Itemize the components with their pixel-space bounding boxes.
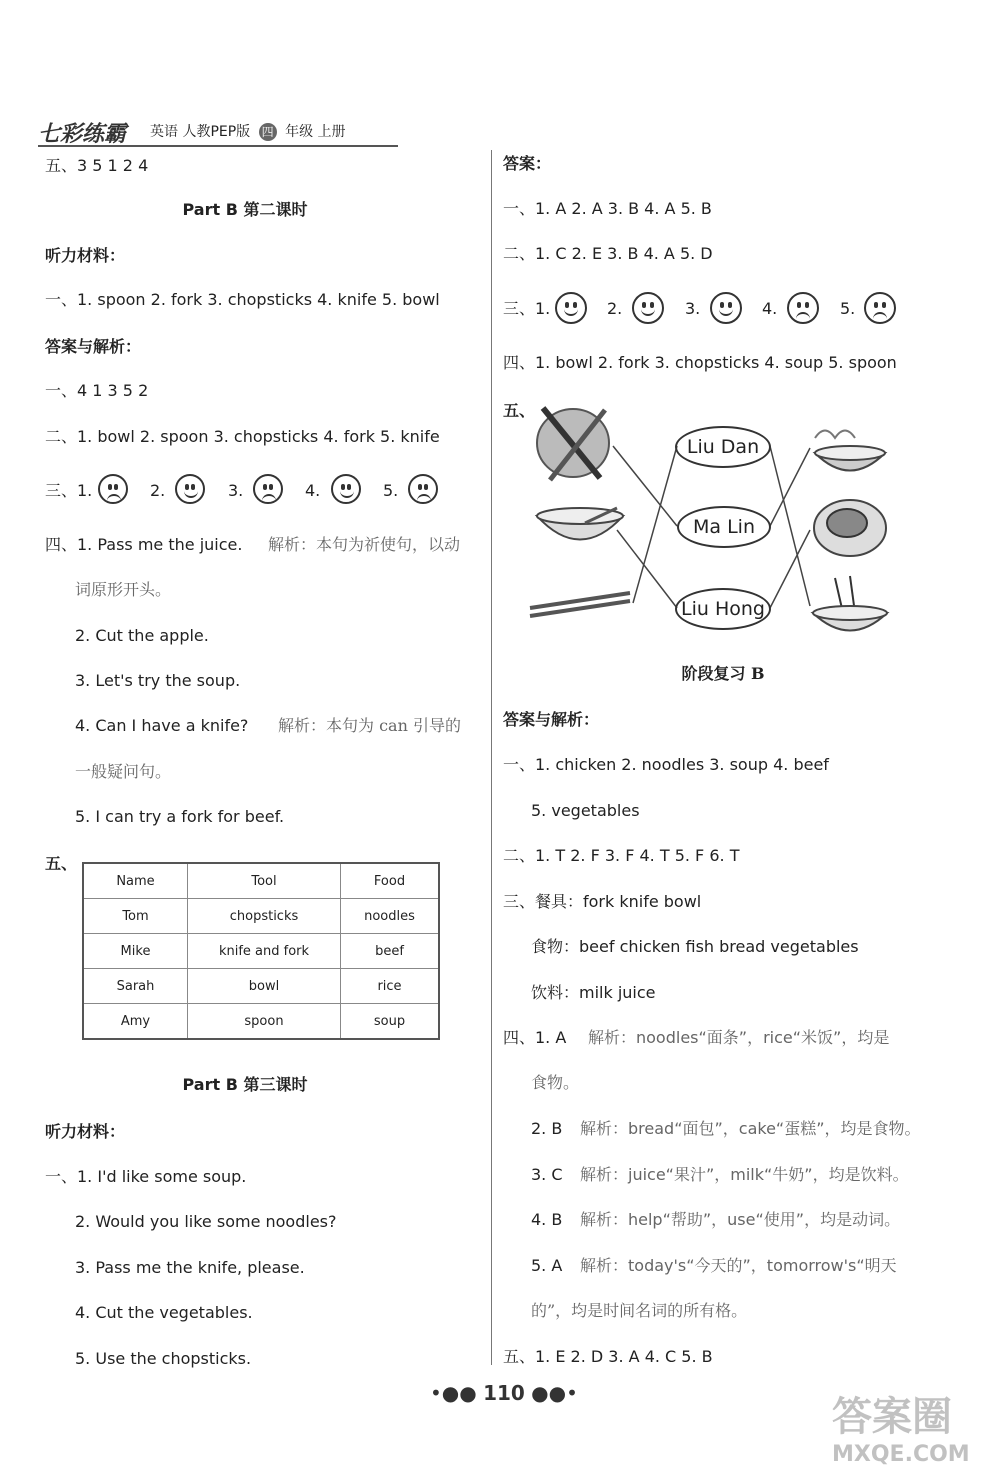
explanation: 词原形开头。: [75, 580, 172, 599]
answer-line: 四、1. bowl 2. fork 3. chopsticks 4. soup 5. spoon: [503, 353, 897, 372]
page-header: [38, 117, 398, 147]
brand-logo: 七彩练霸: [38, 121, 127, 147]
table-cell: Name: [83, 863, 188, 899]
explanation: 解析：juice“果汁”，milk“牛奶”，均是饮料。: [580, 1165, 909, 1184]
table-cell: chopsticks: [188, 899, 341, 934]
explanation: 解析：help“帮助”，use“使用”，均是动词。: [580, 1210, 901, 1229]
sad-face-icon: [98, 474, 128, 504]
explanation: 食物。: [531, 1073, 580, 1092]
answer-line: 4. B: [531, 1210, 563, 1229]
table-row: [83, 1004, 439, 1040]
happy-face-icon: [175, 474, 205, 504]
answer-label: 答案与解析：: [45, 337, 142, 356]
listening-label: 听力材料：: [45, 1122, 126, 1141]
table-cell: Tom: [83, 899, 188, 934]
knife-fork-plate-icon: [537, 408, 609, 480]
explanation: 解析：noodles“面条”，rice“米饭”，均是: [588, 1028, 890, 1047]
table-row: [83, 969, 439, 1004]
answer-line: 一、1. I'd like some soup.: [45, 1167, 247, 1186]
answer-line: 5. I can try a fork for beef.: [75, 807, 285, 826]
answer-line: 二、1. bowl 2. spoon 3. chopsticks 4. fork 5. knife: [45, 427, 440, 446]
explanation: 解析：today's“今天的”，tomorrow's“明天: [580, 1256, 897, 1275]
table-row: [83, 863, 439, 899]
table-cell: beef: [341, 934, 440, 969]
table-cell: Mike: [83, 934, 188, 969]
item-number: 5.: [840, 299, 856, 318]
grade-badge: 四: [259, 123, 277, 141]
answer-line: 3. Pass me the knife, please.: [75, 1258, 305, 1277]
answer-line: 3. C: [531, 1165, 563, 1184]
happy-face-icon: [555, 292, 587, 324]
item-number: 2.: [150, 481, 166, 500]
explanation: 解析：bread“面包”，cake“蛋糕”，均是食物。: [580, 1119, 921, 1138]
book-info: [150, 121, 346, 141]
soup-bowl-icon: [815, 431, 885, 471]
grade-label: 年级 上册: [285, 124, 346, 140]
answer-line: 五、1. E 2. D 3. A 4. C 5. B: [503, 1347, 713, 1366]
table-cell: spoon: [188, 1004, 341, 1040]
sad-face-icon: [864, 292, 896, 324]
section-title: Part B 第二课时: [182, 200, 308, 219]
meat-dish-icon: [814, 500, 886, 556]
subject-label: 英语 人教PEP版: [150, 124, 251, 140]
answer-line: 4. Can I have a knife?: [75, 716, 249, 735]
chopsticks-icon: [530, 593, 630, 616]
answer-label: 答案与解析：: [503, 710, 600, 729]
answer-line: 四、1. Pass me the juice.: [45, 535, 243, 554]
answer-line: 2. Cut the apple.: [75, 626, 209, 645]
answer-line: 五、: [45, 854, 78, 873]
table-cell: Food: [341, 863, 440, 899]
explanation: 一般疑问句。: [75, 762, 172, 781]
answer-line: 食物：beef chicken fish bread vegetables: [531, 937, 859, 956]
happy-face-icon: [710, 292, 742, 324]
section-title: 阶段复习 B: [681, 664, 765, 683]
answer-line: 5. vegetables: [531, 801, 640, 820]
watermark-text: 答案圈: [832, 1393, 952, 1440]
item-number: 4.: [762, 299, 778, 318]
table-cell: Tool: [188, 863, 341, 899]
answer-label: 答案：: [503, 154, 552, 173]
answer-line: 一、1. chicken 2. noodles 3. soup 4. beef: [503, 755, 829, 774]
answer-line: 5. Use the chopsticks.: [75, 1349, 252, 1368]
answer-line: 二、1. T 2. F 3. F 4. T 5. F 6. T: [503, 846, 740, 865]
table-row: [83, 899, 439, 934]
tool-food-table: [82, 862, 440, 1040]
answer-line: 三、餐具：fork knife bowl: [503, 892, 702, 911]
table-cell: knife and fork: [188, 934, 341, 969]
table-cell: rice: [341, 969, 440, 1004]
table-cell: soup: [341, 1004, 440, 1040]
explanation: 解析：本句为祈使句，以动: [268, 535, 461, 554]
noodle-bowl-icon: [813, 576, 887, 631]
explanation: 解析：本句为 can 引导的: [278, 716, 461, 735]
answer-line: 2. B: [531, 1119, 563, 1138]
answer-line: 四、1. A: [503, 1028, 567, 1047]
page-footer: [430, 1381, 578, 1405]
answer-line: 4. Cut the vegetables.: [75, 1303, 253, 1322]
table-row: [83, 934, 439, 969]
answer-line: 五、: [503, 401, 536, 420]
answer-line: 一、1. spoon 2. fork 3. chopsticks 4. knife 5. bowl: [45, 290, 440, 309]
sad-face-icon: [408, 474, 438, 504]
happy-face-icon: [331, 474, 361, 504]
answer-line: 5. A: [531, 1256, 563, 1275]
column-divider: [491, 150, 492, 1365]
answer-line: 3. Let's try the soup.: [75, 671, 241, 690]
site-watermark: [832, 1385, 997, 1467]
explanation: 的”，均是时间名词的所有格。: [531, 1301, 748, 1320]
answer-line: 2. Would you like some noodles?: [75, 1212, 337, 1231]
sad-face-icon: [253, 474, 283, 504]
answer-line: 五、3 5 1 2 4: [45, 156, 149, 175]
table-cell: Amy: [83, 1004, 188, 1040]
table-cell: bowl: [188, 969, 341, 1004]
bowl-spoon-icon: [537, 508, 623, 540]
table-cell: noodles: [341, 899, 440, 934]
answer-line: 二、1. C 2. E 3. B 4. A 5. D: [503, 244, 713, 263]
dots-left-icon: •●●: [430, 1381, 477, 1405]
watermark-url: MXQE.COM: [832, 1442, 970, 1467]
answer-line: 一、1. A 2. A 3. B 4. A 5. B: [503, 199, 712, 218]
name-oval: Ma Lin: [677, 506, 771, 548]
item-number: 3.: [228, 481, 244, 500]
answer-line: 饮料：milk juice: [531, 983, 656, 1002]
sad-face-icon: [787, 292, 819, 324]
answer-line: 三、1.: [503, 299, 551, 318]
happy-face-icon: [632, 292, 664, 324]
dots-right-icon: ●●•: [531, 1381, 578, 1405]
table-cell: Sarah: [83, 969, 188, 1004]
name-oval: Liu Hong: [675, 588, 771, 630]
answer-line: 一、4 1 3 5 2: [45, 381, 149, 400]
listening-label: 听力材料：: [45, 246, 126, 265]
item-number: 3.: [685, 299, 701, 318]
item-number: 4.: [305, 481, 321, 500]
section-title: Part B 第三课时: [182, 1075, 308, 1094]
name-oval: Liu Dan: [675, 426, 771, 468]
page-number: 110: [483, 1381, 525, 1405]
item-number: 2.: [607, 299, 623, 318]
item-number: 5.: [383, 481, 399, 500]
answer-line: 三、1.: [45, 481, 93, 500]
